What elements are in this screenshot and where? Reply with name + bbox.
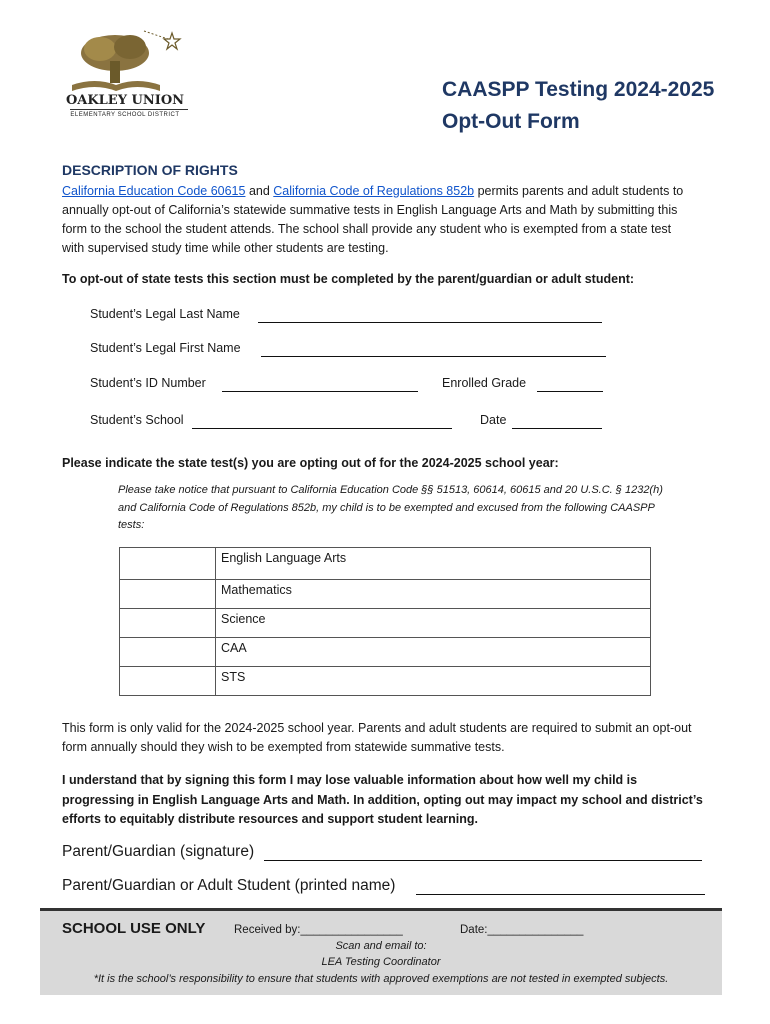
rights-and: and [245,184,274,198]
signature-label: Parent/Guardian (signature) [62,843,255,860]
test-label-caa: CAA [216,638,651,667]
test-label-math: Mathematics [216,580,651,609]
district-logo [60,25,190,130]
instruction-text: To opt-out of state tests this section must be completed by the parent/guardian or adult student: [62,272,635,286]
date-field[interactable] [512,414,602,429]
form-title-line2: Opt-Out Form [442,110,580,133]
first-name-field[interactable] [261,342,606,357]
test-row-caa [120,638,651,667]
first-name-label: Student’s Legal First Name [90,341,241,355]
test-checkbox-science[interactable] [120,609,216,638]
coordinator-text: LEA Testing Coordinator [321,956,441,968]
indicate-heading: Please indicate the state test(s) you are opting out of for the 2024-2025 school year: [62,456,559,470]
test-row-science [120,609,651,638]
test-row-math [120,580,651,609]
tests-table [119,547,651,696]
scan-text: Scan and email to: [335,940,427,952]
grade-label: Enrolled Grade [442,376,527,390]
test-checkbox-math[interactable] [120,580,216,609]
test-row-sts [120,667,651,696]
grade-field[interactable] [537,377,603,392]
test-checkbox-sts[interactable] [120,667,216,696]
date-label: Date [480,413,507,427]
test-label-science: Science [216,609,651,638]
student-id-label: Student’s ID Number [90,376,206,390]
rights-heading: DESCRIPTION OF RIGHTS [62,162,238,178]
validity-text: This form is only valid for the 2024-2025 school year. Parents and adult students are required to submit an opt-out form annually should they wish to be exempted from statewide summative tests. [62,721,692,754]
test-label-sts: STS [216,667,651,696]
responsibility-note: *It is the school’s responsibility to ensure that students with approved exemptions are not tested in exempted subjects. [93,973,669,985]
education-code-link[interactable]: California Education Code 60615 [62,184,246,198]
school-use-title: SCHOOL USE ONLY [62,920,206,937]
form-title-line1: CAASPP Testing 2024-2025 [442,78,715,101]
rights-paragraph [62,182,692,258]
rights-text: permits parents and adult students to annually opt-out of California’s statewide summative tests in English Language Arts and Math by submitting this form to the school the student attends. The school shall provide any student who is exempted from a state test with supervised study time while other students are testing. [62,184,684,255]
student-id-field[interactable] [222,377,418,392]
school-field[interactable] [192,414,452,429]
received-by-field[interactable]: Received by:________________ [234,924,403,936]
logo-divider [70,109,188,110]
test-checkbox-ela[interactable] [120,548,216,580]
regulations-link[interactable]: California Code of Regulations 852b [273,184,475,198]
notice-text: Please take notice that pursuant to California Education Code §§ 51513, 60614, 60615 and 20 U.S.C. § 1232(h) and California Code of Regulations 852b, my child is to be exempted and excused from the following CAASPP tests: [118,484,663,531]
logo-name: OAKLEY UNION [65,93,185,108]
test-row-ela [120,548,651,580]
last-name-field[interactable] [258,308,602,323]
printed-name-field[interactable] [416,879,705,895]
signature-field[interactable] [264,845,702,861]
school-date-field[interactable]: Date:_______________ [460,924,584,936]
understand-text: I understand that by signing this form I may lose valuable information about how well my child is progressing in English Language Arts and Math. In addition, opting out may impact my school and district’s efforts to equitably distribute resources and support student learning. [62,773,703,826]
last-name-label: Student’s Legal Last Name [90,307,240,321]
school-label: Student’s School [90,413,184,427]
logo-subtitle: ELEMENTARY SCHOOL DISTRICT [70,112,180,118]
printed-name-label: Parent/Guardian or Adult Student (printed name) [62,877,396,894]
test-label-ela: English Language Arts [216,548,651,580]
test-checkbox-caa[interactable] [120,638,216,667]
